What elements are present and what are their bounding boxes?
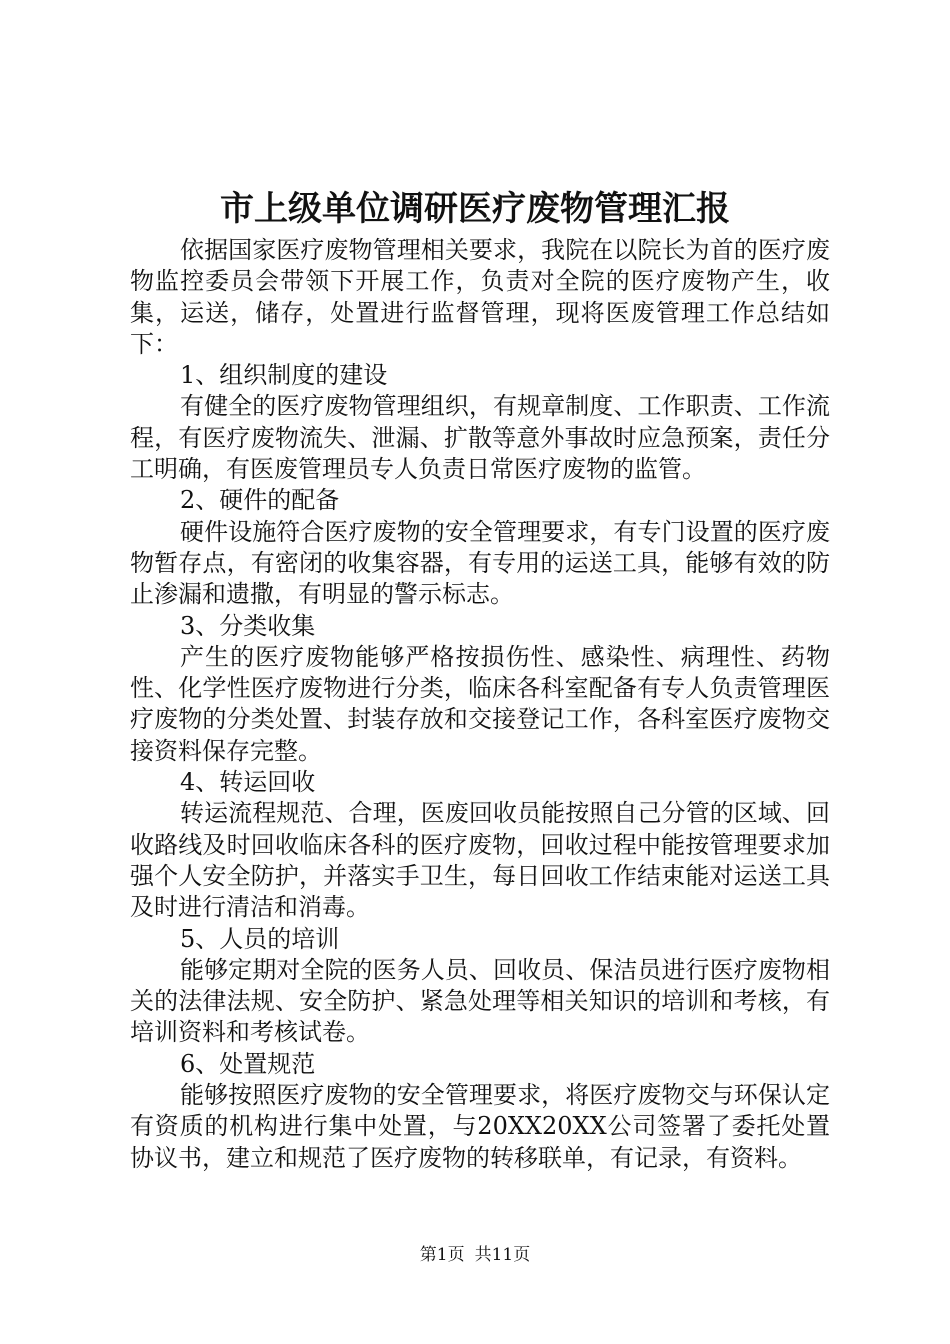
section-paragraph: 能够定期对全院的医务人员、回收员、保洁员进行医疗废物相关的法律法规、安全防护、紧急处理等相关知识的培训和考核，有培训资料和考核试卷。	[130, 955, 830, 1047]
section-paragraph: 转运流程规范、合理，医废回收员能按照自己分管的区域、回收路线及时回收临床各科的医疗废物，回收过程中能按管理要求加强个人安全防护，并落实手卫生，每日回收工作结束能对运送工具及时进行清洁和消毒。	[130, 799, 830, 922]
section-heading: 2、硬件的配备	[180, 486, 340, 515]
section-paragraph: 硬件设施符合医疗废物的安全管理要求，有专门设置的医疗废物暂存点，有密闭的收集容器，有专用的运送工具，能够有效的防止渗漏和遗撒，有明显的警示标志。	[130, 517, 830, 609]
section-paragraph: 有健全的医疗废物管理组织，有规章制度、工作职责、工作流程，有医疗废物流失、泄漏、扩散等意外事故时应急预案，责任分工明确，有医废管理员专人负责日常医疗废物的监管。	[130, 392, 830, 484]
page-total: 共11页	[474, 1245, 531, 1265]
section-heading: 5、人员的培训	[180, 924, 340, 953]
intro-paragraph: 依据国家医疗废物管理相关要求，我院在以院长为首的医疗废物监控委员会带领下开展工作，负责对全院的医疗废物产生，收集，运送，储存，处置进行监督管理，现将医废管理工作总结如下：	[130, 236, 830, 358]
section-heading: 4、转运回收	[180, 768, 316, 797]
section-heading: 3、分类收集	[180, 611, 316, 640]
document-title: 市上级单位调研医疗废物管理汇报	[220, 189, 730, 229]
section-heading: 1、组织制度的建设	[180, 361, 388, 390]
page-number: 第1页	[419, 1245, 465, 1265]
section-paragraph: 能够按照医疗废物的安全管理要求，将医疗废物交与环保认定有资质的机构进行集中处置，与20XX20XX公司签署了委托处置协议书，建立和规范了医疗废物的转移联单，有记录，有资料。	[130, 1081, 830, 1172]
section-paragraph: 产生的医疗废物能够严格按损伤性、感染性、病理性、药物性、化学性医疗废物进行分类，临床各科室配备有专人负责管理医疗废物的分类处置、封装存放和交接登记工作，各科室医疗废物交接资料保存完整。	[130, 642, 830, 765]
page-footer	[0, 1243, 950, 1267]
section-heading: 6、处置规范	[180, 1049, 316, 1078]
document-body	[130, 235, 830, 1174]
